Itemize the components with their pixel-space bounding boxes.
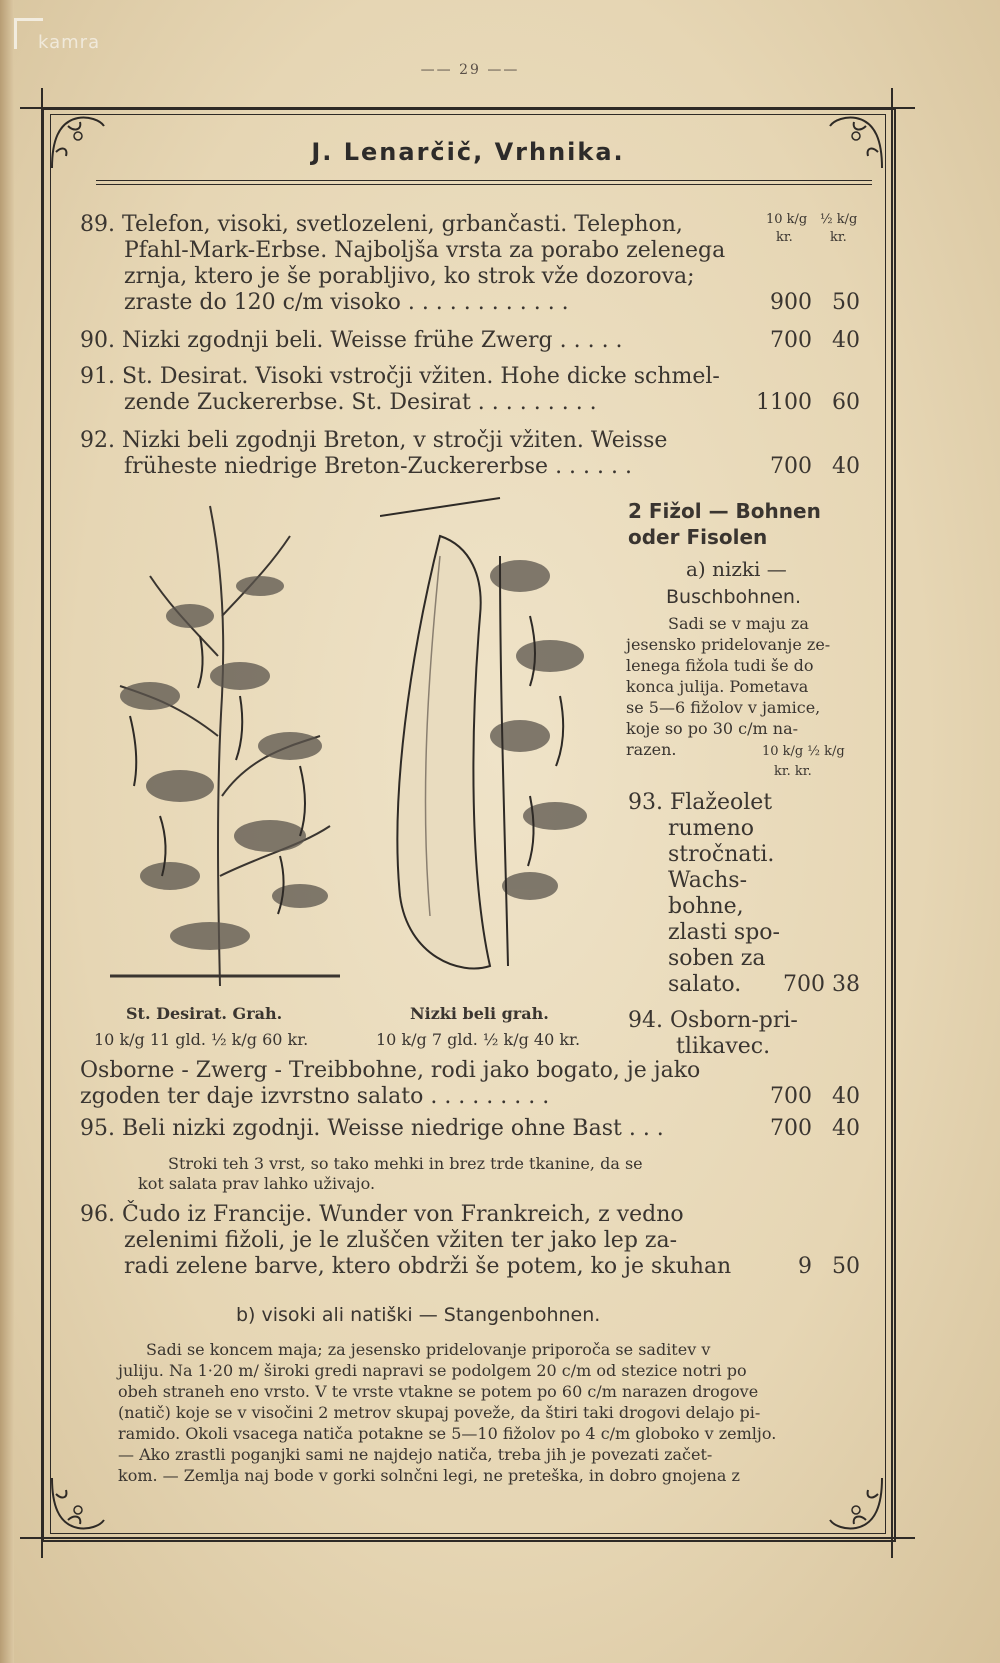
item-95-price-half-kg: 40 [832,1116,860,1141]
side-desc-line: se 5—6 fižolov v jamice, [626,698,821,717]
page-header: J. Lenarčič, Vrhnika. [311,138,625,166]
item-93-line: rumeno [668,816,754,841]
item-89-line: zrnja, ktero je še porabljivo, ko strok vže dozorova; [124,264,695,289]
frame-right-rule [891,88,893,1558]
item-94-line: 94. Osborn-pri- [628,1008,798,1033]
paragraph-line: obeh straneh eno vrsto. V te vrste vtakne se potem po 60 c/m narazen drogove [118,1382,759,1401]
item-93-line: stročnati. [668,842,775,867]
unit-heading-half-kg: ½ k/g [820,212,858,227]
watermark-text: kamra [38,32,101,53]
paragraph-line: Sadi se koncem maja; za jesensko pridelovanje priporoča se saditev v [146,1340,711,1359]
figure-price: 10 k/g 11 gld. ½ k/g 60 kr. [94,1030,309,1049]
side-desc-line: razen. [626,740,677,759]
item-93-line: bohne, [668,894,744,919]
item-93-line: zlasti spo- [668,920,780,945]
paragraph-line: ramido. Okoli vsacega natiča potakne se 5—10 fižolov po 4 c/m globoko v zemljo. [118,1424,777,1443]
side-desc-line: Sadi se v maju za [668,614,809,633]
section-heading: 2 Fižol — Bohnen [628,499,821,523]
frame-bottom-rule [20,1537,915,1539]
pea-pod-illustration [380,496,600,996]
item-96-line: zelenimi fižoli, je le zluščen vžiten ter jako lep za- [124,1228,678,1253]
item-94-desc-line: zgoden ter daje izvrstno salato . . . . . . . . . [80,1084,550,1109]
note-line: Stroki teh 3 vrst, so tako mehki in brez trde tkanine, da se [168,1154,643,1173]
header-rule [96,180,872,181]
side-unit-sub: kr. kr. [774,764,812,779]
figure-price: 10 k/g 7 gld. ½ k/g 40 kr. [376,1030,581,1049]
item-91-line: 91. St. Desirat. Visoki vstročji vžiten. Hohe dicke schmel- [80,364,720,389]
side-desc-line: konca julija. Pometava [626,677,809,696]
item-96-price-half-kg: 50 [832,1254,860,1279]
unit-heading-10kg: 10 k/g [766,212,808,227]
item-93-line: soben za [668,946,766,971]
item-96-price-10kg: 9 [798,1254,812,1279]
item-95-line: 95. Beli nizki zgodnji. Weisse niedrige ohne Bast . . . [80,1116,664,1141]
item-89-price-10kg: 900 [770,290,812,315]
item-93-line: 93. Flažeolet [628,790,773,815]
frame-left-rule [41,88,43,1558]
side-desc-line: lenega fižola tudi še do [626,656,814,675]
item-89-line: zraste do 120 c/m visoko . . . . . . . . . . . . [124,290,569,315]
item-91-price-half-kg: 60 [832,390,860,415]
note-line: kot salata prav lahko uživajo. [138,1174,376,1193]
paragraph-line: kom. — Zemlja naj bode v gorki solnčni legi, ne preteška, in dobro gnojena z [118,1466,740,1485]
unit-sub-kr: kr. [830,230,847,245]
item-91-price-10kg: 1100 [756,390,812,415]
item-93-line: Wachs- [668,868,748,893]
page-number: —— 29 —— [420,62,520,78]
item-94-price-half-kg: 40 [832,1084,860,1109]
item-91-line: zende Zuckererbse. St. Desirat . . . . . . . . . [124,390,597,415]
item-89-line: Pfahl-Mark-Erbse. Najboljša vrsta za porabo zelenega [124,238,726,263]
item-90-price-half-kg: 40 [832,328,860,353]
item-93-line: salato. [668,972,742,997]
item-92-line: früheste niedrige Breton-Zuckererbse . . . . . . [124,454,632,479]
figure-caption: St. Desirat. Grah. [126,1004,283,1023]
figure-caption: Nizki beli grah. [410,1004,549,1023]
item-90-line: 90. Nizki zgodnji beli. Weisse frühe Zwerg . . . . . [80,328,623,353]
item-94-line: tlikavec. [676,1034,771,1059]
item-92-line: 92. Nizki beli zgodnji Breton, v stročji vžiten. Weisse [80,428,668,453]
subsection-label: Buschbohnen. [666,586,802,608]
header-rule [96,184,872,185]
section-b-heading: b) visoki ali natiški — Stangenbohnen. [236,1304,601,1326]
item-94-desc-line: Osborne - Zwerg - Treibbohne, rodi jako bogato, je jako [80,1058,701,1083]
item-89-price-half-kg: 50 [832,290,860,315]
book-spine [0,0,14,1663]
item-90-price-10kg: 700 [770,328,812,353]
corner-ornament-icon [826,1474,886,1534]
item-92-price-half-kg: 40 [832,454,860,479]
pea-plant-illustration [90,496,350,996]
paragraph-line: juliju. Na 1·20 m/ široki gredi napravi se podolgem 20 c/m od stezice notri po [118,1361,747,1380]
side-desc-line: jesensko pridelovanje ze- [626,635,831,654]
side-unit-heading: 10 k/g ½ k/g [762,744,845,759]
item-92-price-10kg: 700 [770,454,812,479]
unit-sub-kr: kr. [776,230,793,245]
item-96-line: radi zelene barve, ktero obdrži še potem, ko je skuhan [124,1254,732,1279]
watermark-logo [14,18,114,58]
item-89-line: 89. Telefon, visoki, svetlozeleni, grbančasti. Telephon, [80,212,683,237]
item-93-price: 700 38 [783,972,860,997]
section-heading: oder Fisolen [628,525,768,549]
item-94-price-10kg: 700 [770,1084,812,1109]
frame-top-rule [20,107,915,109]
corner-ornament-icon [48,1474,108,1534]
subsection-label: a) nizki — [686,557,787,581]
paragraph-line: — Ako zrastli poganjki sami ne najdejo natiča, treba jih je povezati začet- [118,1445,713,1464]
item-95-price-10kg: 700 [770,1116,812,1141]
item-96-line: 96. Čudo iz Francije. Wunder von Frankreich, z vedno [80,1202,684,1227]
paragraph-line: (natič) koje se v visočini 2 metrov skupaj poveže, da štiri taki drogovi delajo pi- [118,1403,761,1422]
side-desc-line: koje so po 30 c/m na- [626,719,799,738]
